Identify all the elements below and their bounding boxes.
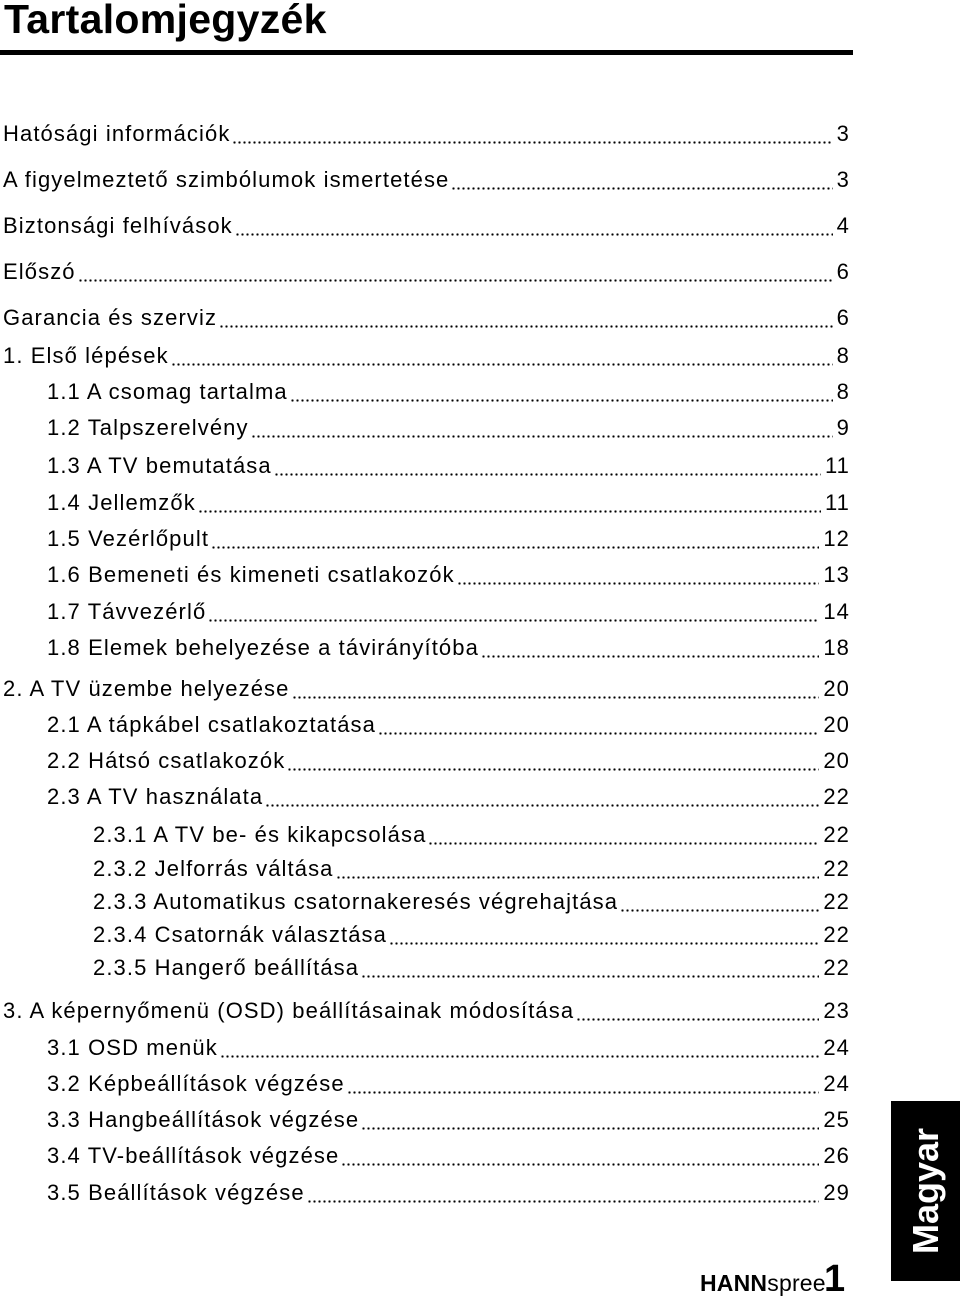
toc-entry-label: 3. A képernyőmenü (OSD) beállításainak módosítása [3,998,575,1023]
toc-entry-label: Előszó [3,259,76,284]
toc-dot-leader [171,343,833,369]
toc-entry-page: 24 [823,1071,850,1096]
toc-entry-page: 12 [823,526,850,551]
toc-dot-leader [251,415,833,441]
toc-entry[interactable] [47,1067,850,1097]
toc-dot-leader [290,379,833,405]
toc-entry[interactable] [3,209,850,239]
toc-entry-page: 22 [823,889,850,914]
toc-entry[interactable] [3,117,850,147]
toc-entry[interactable] [47,522,850,552]
toc-entry-label: Biztonsági felhívások [3,213,233,238]
toc-entry-page: 13 [823,562,850,587]
toc-entry-label: 3.1 OSD menük [47,1035,218,1060]
toc-entry-page: 8 [836,343,850,368]
toc-entry[interactable] [47,1139,850,1169]
toc-dot-leader [78,259,833,285]
toc-entry-page: 22 [823,784,850,809]
toc-entry-page: 3 [836,167,850,192]
toc-entry-label: 1.2 Talpszerelvény [47,415,249,440]
toc-entry-page: 11 [824,490,850,515]
toc-entry[interactable] [47,595,850,625]
toc-entry[interactable] [3,163,850,193]
language-tab [891,1101,960,1281]
toc-entry-label: 3.2 Képbeállítások végzése [47,1071,345,1096]
toc-entry[interactable] [93,818,850,848]
toc-dot-leader [361,955,819,981]
toc-entry[interactable] [47,486,850,516]
toc-entry-label: 1.1 A csomag tartalma [47,379,288,404]
toc-dot-leader [198,490,821,516]
toc-dot-leader [347,1071,820,1097]
toc-dot-leader [274,453,821,479]
toc-entry[interactable] [3,339,850,369]
toc-entry-label: 1.4 Jellemzők [47,490,196,515]
toc-dot-leader [287,748,819,774]
toc-entry-page: 22 [823,822,850,847]
toc-entry[interactable] [47,708,850,738]
toc-entry-page: 20 [823,676,850,701]
toc-entry-page: 24 [823,1035,850,1060]
toc-entry[interactable] [47,411,850,441]
toc-dot-leader [361,1107,819,1133]
toc-dot-leader [232,121,832,147]
toc-entry[interactable] [47,449,850,479]
toc-entry-page: 22 [823,922,850,947]
toc-dot-leader [341,1143,819,1169]
toc-entry[interactable] [47,375,850,405]
toc-entry[interactable] [93,918,850,948]
toc-entry-page: 3 [836,121,850,146]
toc-entry[interactable] [3,301,850,331]
toc-entry-label: 2.3.3 Automatikus csatornakeresés végrehajtása [93,889,619,914]
brand-logo [700,1270,826,1297]
toc-dot-leader [576,998,819,1024]
toc-entry-label: 3.3 Hangbeállítások végzése [47,1107,360,1132]
toc-entry-label: 2.3.1 A TV be- és kikapcsolása [93,822,427,847]
toc-entry-label: 1.3 A TV bemutatása [47,453,272,478]
toc-entry-page: 23 [823,998,850,1023]
toc-dot-leader [208,599,819,625]
toc-entry-page: 11 [824,453,850,478]
toc-dot-leader [428,822,819,848]
toc-dot-leader [220,1035,820,1061]
toc-entry-page: 25 [823,1107,850,1132]
toc-dot-leader [336,856,820,882]
toc-entry-label: 1. Első lépések [3,343,169,368]
toc-entry[interactable] [3,994,850,1024]
brand-logo-light: spree [767,1270,826,1296]
toc-entry[interactable] [47,558,850,588]
toc-entry-page: 6 [836,259,850,284]
toc-entry-label: 3.4 TV-beállítások végzése [47,1143,340,1168]
toc-dot-leader [451,167,832,193]
toc-dot-leader [378,712,819,738]
toc-entry-label: Hatósági információk [3,121,231,146]
toc-entry-page: 22 [823,856,850,881]
toc-entry-page: 22 [823,955,850,980]
toc-entry-label: 2.3.2 Jelforrás váltása [93,856,334,881]
page-title: Tartalomjegyzék [4,0,327,42]
toc-entry[interactable] [47,780,850,810]
toc-entry-page: 8 [836,379,850,404]
toc-dot-leader [457,562,820,588]
toc-entry-page: 20 [823,712,850,737]
toc-entry[interactable] [47,1103,850,1133]
toc-dot-leader [292,676,820,702]
language-tab-label: Magyar [904,1127,946,1255]
toc-entry-label: 1.8 Elemek behelyezése a távirányítóba [47,635,479,660]
toc-dot-leader [620,889,819,915]
toc-entry-label: 2.2 Hátsó csatlakozók [47,748,286,773]
toc-entry-label: Garancia és szerviz [3,305,218,330]
toc-entry[interactable] [93,951,850,981]
toc-entry[interactable] [47,744,850,774]
toc-entry-page: 4 [836,213,850,238]
toc-entry-label: 2.1 A tápkábel csatlakoztatása [47,712,376,737]
toc-dot-leader [389,922,819,948]
toc-entry-page: 6 [836,305,850,330]
toc-entry-page: 26 [823,1143,850,1168]
toc-entry-page: 18 [823,635,850,660]
toc-entry-label: 1.6 Bemeneti és kimeneti csatlakozók [47,562,455,587]
toc-entry-label: 2.3 A TV használata [47,784,264,809]
toc-entry[interactable] [93,885,850,915]
toc-entry-label: 3.5 Beállítások végzése [47,1180,305,1205]
page-number: 1 [824,1258,846,1300]
toc-entry-page: 29 [823,1180,850,1205]
toc-entry-page: 9 [836,415,850,440]
brand-logo-strong: HANN [700,1270,768,1296]
toc-dot-leader [307,1180,820,1206]
toc-entry[interactable] [93,852,850,882]
toc-entry-label: 1.5 Vezérlőpult [47,526,210,551]
toc-dot-leader [219,305,833,331]
toc-entry-label: 2.3.5 Hangerő beállítása [93,955,360,980]
toc-dot-leader [211,526,819,552]
toc-dot-leader [235,213,833,239]
toc-dot-leader [481,635,819,661]
toc-entry[interactable] [3,672,850,702]
toc-entry-label: A figyelmeztető szimbólumok ismertetése [3,167,450,192]
toc-entry[interactable] [47,1031,850,1061]
toc-dot-leader [265,784,819,810]
toc-entry-page: 20 [823,748,850,773]
toc-entry[interactable] [47,631,850,661]
toc-entry-label: 1.7 Távvezérlő [47,599,207,624]
toc-entry[interactable] [3,255,850,285]
toc-entry-label: 2.3.4 Csatornák választása [93,922,387,947]
toc-entry-label: 2. A TV üzembe helyezése [3,676,290,701]
toc-entry[interactable] [47,1176,850,1206]
toc-entry-page: 14 [823,599,850,624]
